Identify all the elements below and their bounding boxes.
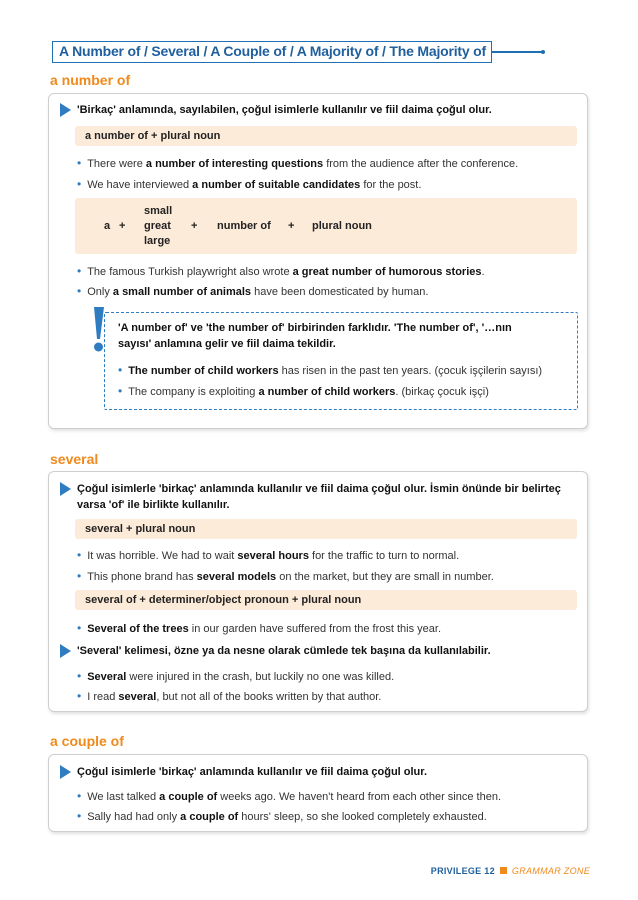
note-text: 'A number of' ve 'the number of' birbirinden farklıdır. 'The number of', '…nın <box>118 322 512 334</box>
rule-arrow-icon <box>60 482 71 496</box>
example-sentence: • This phone brand has several models on the market, but they are small in number. <box>77 569 494 583</box>
bullet-dot-icon: • <box>77 689 82 703</box>
title-end-dot-icon <box>540 49 546 55</box>
formula-a: a <box>104 220 111 232</box>
bullet-dot-icon: • <box>77 264 82 278</box>
rule-text: varsa 'of' ile birlikte kullanılır. <box>77 499 230 511</box>
example-sentence: • There were a number of interesting questions from the audience after the conference. <box>77 156 519 170</box>
rule-arrow-icon <box>60 103 71 117</box>
note-example: • The number of child workers has risen in the past ten years. (çocuk işçilerin sayısı) <box>118 363 543 377</box>
example-sentence: • It was horrible. We had to wait several hours for the traffic to turn to normal. <box>77 548 460 562</box>
rule-text: 'Several' kelimesi, özne ya da nesne olarak cümlede tek başına da kullanılabilir. <box>77 645 491 657</box>
title-underline <box>492 51 544 53</box>
rule-text: 'Birkaç' anlamında, sayılabilen, çoğul isimlerle kullanılır ve fiil daima çoğul olur. <box>77 104 492 116</box>
bullet-dot-icon: • <box>77 548 82 562</box>
bullet-dot-icon: • <box>77 284 82 298</box>
formula-number-of: number of <box>217 220 271 232</box>
example-sentence: • Only a small number of animals have been domesticated by human. <box>77 284 429 298</box>
section-heading-a-couple-of: a couple of <box>50 733 124 749</box>
formula-plus: + <box>119 220 126 232</box>
bullet-dot-icon: • <box>77 669 82 683</box>
section-heading-a-number-of: a number of <box>50 72 131 88</box>
note-text: sayısı' anlamına gelir ve fiil daima tekildir. <box>118 338 336 350</box>
footer-brand: PRIVILEGE 12 <box>430 866 495 876</box>
bullet-dot-icon: • <box>77 177 82 191</box>
bullet-dot-icon: • <box>118 384 123 398</box>
section-heading-several: several <box>50 451 99 467</box>
pattern-box: several + plural noun <box>75 519 577 539</box>
example-sentence: • We have interviewed a number of suitable candidates for the post. <box>77 177 422 191</box>
bullet-dot-icon: • <box>77 156 82 170</box>
page-title: A Number of / Several / A Couple of / A Majority of / The Majority of <box>52 41 492 63</box>
rule-arrow-icon <box>60 644 71 658</box>
bullet-dot-icon: • <box>77 569 82 583</box>
rule-arrow-icon <box>60 765 71 779</box>
exclamation-icon <box>86 305 110 355</box>
note-example: • The company is exploiting a number of child workers. (birkaç çocuk işçi) <box>118 384 489 398</box>
example-sentence: • The famous Turkish playwright also wrote a great number of humorous stories. <box>77 264 485 278</box>
example-sentence: • Sally had had only a couple of hours' sleep, so she looked completely exhausted. <box>77 809 487 823</box>
formula-plus: + <box>191 220 198 232</box>
formula-plural-noun: plural noun <box>312 220 372 232</box>
pattern-box: several of + determiner/object pronoun + plural noun <box>75 590 577 610</box>
bullet-dot-icon: • <box>77 621 82 635</box>
page-footer <box>431 866 590 876</box>
formula-adj: large <box>144 235 171 247</box>
example-sentence: • Several of the trees in our garden have suffered from the frost this year. <box>77 621 442 635</box>
example-sentence: • We last talked a couple of weeks ago. We haven't heard from each other since then. <box>77 789 502 803</box>
pattern-box: a number of + plural noun <box>75 126 577 146</box>
formula-adj: small <box>144 205 173 217</box>
rule-text: Çoğul isimlerle 'birkaç' anlamında kullanılır ve fiil daima çoğul olur. İsmin önünde bir belirteç <box>77 483 561 495</box>
formula-plus: + <box>288 220 295 232</box>
bullet-dot-icon: • <box>77 789 82 803</box>
footer-square-icon <box>500 867 507 874</box>
example-sentence: • I read several, but not all of the books written by that author. <box>77 689 382 703</box>
footer-zone: GRAMMAR ZONE <box>511 866 590 876</box>
example-sentence: • Several were injured in the crash, but luckily no one was killed. <box>77 669 395 683</box>
formula-adj: great <box>144 220 171 232</box>
bullet-dot-icon: • <box>77 809 82 823</box>
rule-text: Çoğul isimlerle 'birkaç' anlamında kullanılır ve fiil daima çoğul olur. <box>77 766 427 778</box>
bullet-dot-icon: • <box>118 363 123 377</box>
